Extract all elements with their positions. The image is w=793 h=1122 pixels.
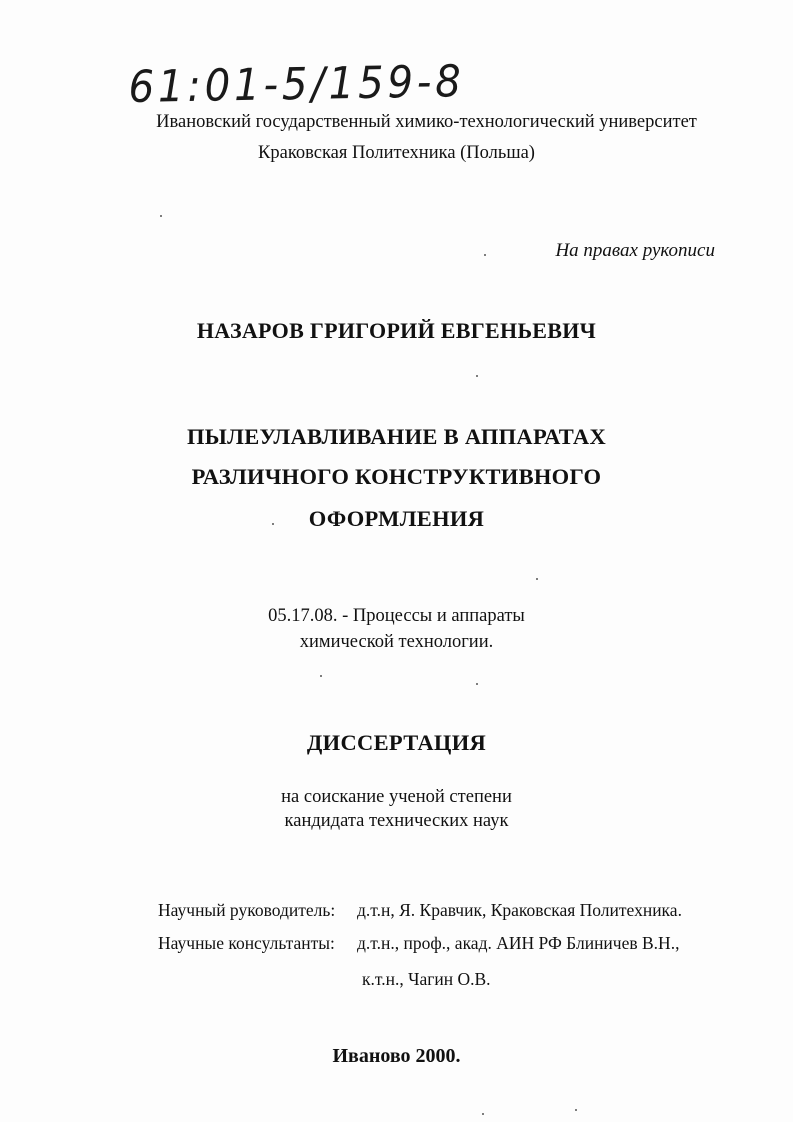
document-type: ДИССЕРТАЦИЯ [306,730,487,755]
scan-speck [575,1109,577,1111]
author-name: НАЗАРОВ ГРИГОРИЙ ЕВГЕНЬЕВИЧ [196,318,597,343]
scan-speck [160,215,162,217]
degree-line-2: кандидата технических наук [284,811,509,831]
scan-speck [320,675,322,677]
specialty-line-1: 05.17.08. - Процессы и аппараты [268,606,525,626]
consultants-label: Научные консультанты: [158,933,335,953]
partner-institution: Краковская Политехника (Польша) [258,143,535,163]
scan-speck [272,523,274,525]
scan-speck [536,578,538,580]
supervisor-label: Научный руководитель: [158,900,336,920]
specialty-line-2: химической технологии. [299,632,494,652]
handwritten-archive-code: 61:01-5/159-8 [128,56,465,113]
consultant-2: к.т.н., Чагин О.В. [362,969,491,989]
thesis-title-line-2: РАЗЛИЧНОГО КОНСТРУКТИВНОГО [191,464,602,489]
supervisor-value: д.т.н, Я. Кравчик, Краковская Политехника. [357,900,682,920]
consultant-1: д.т.н., проф., акад. АИН РФ Блиничев В.Н., [357,933,680,953]
thesis-title-line-1: ПЫЛЕУЛАВЛИВАНИЕ В АППАРАТАХ [186,424,606,449]
thesis-title-line-3: ОФОРМЛЕНИЯ [308,506,485,531]
scan-speck [476,683,478,685]
scan-speck [476,375,478,377]
scan-speck [484,254,486,256]
university-name: Ивановский государственный химико-технологический университет [156,112,697,132]
degree-line-1: на соискание ученой степени [281,787,512,807]
city-year: Иваново 2000. [332,1045,461,1067]
scan-speck [482,1113,484,1115]
manuscript-rights-note: На правах рукописи [555,240,715,261]
